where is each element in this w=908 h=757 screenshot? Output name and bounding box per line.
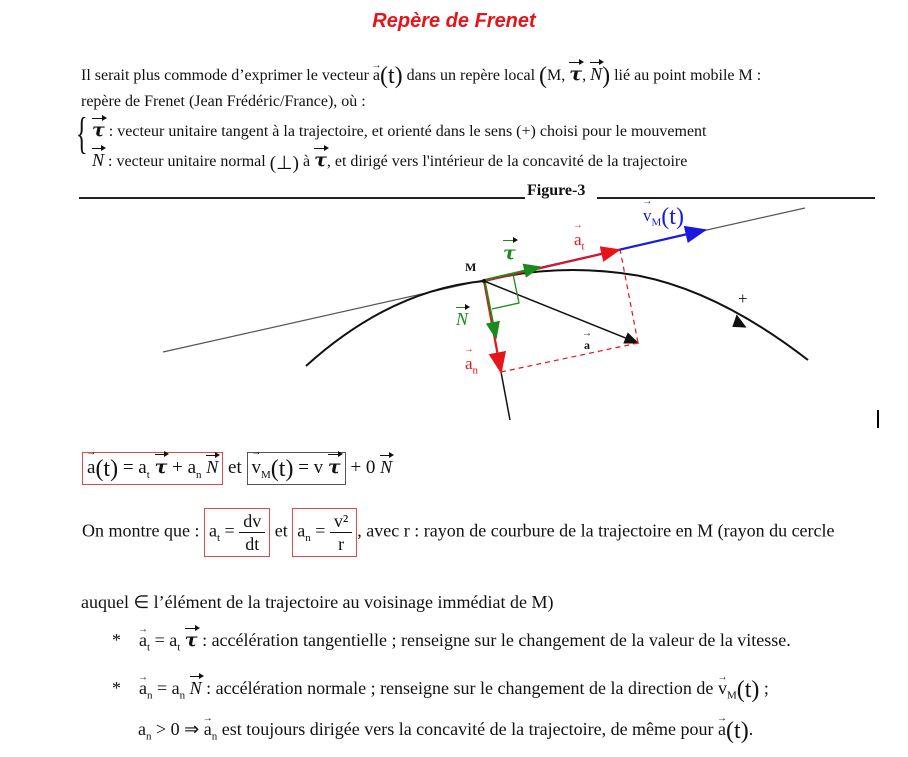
label-v-arg: (t) — [661, 204, 684, 230]
eq-text: = v — [293, 457, 328, 478]
eq-text: = — [310, 520, 330, 541]
normal-vector: N — [189, 678, 202, 698]
normal-vector: N — [590, 64, 603, 84]
eq-text: On montre que : — [82, 520, 204, 541]
eq-sub: n — [305, 532, 311, 545]
brace-icon: { — [76, 109, 88, 158]
fraction-v2-r — [330, 510, 352, 555]
label-M: M — [465, 260, 477, 274]
numerator: dv — [239, 510, 265, 533]
eq-vec: → a — [139, 678, 147, 698]
label-at — [574, 230, 585, 252]
intro-line-2: repère de Frenet (Jean Frédéric/France), où : — [81, 93, 366, 110]
eq-text: a — [138, 719, 146, 739]
conclusion-text: est toujours dirigée vers la concavité de la trajectoire, de même pour — [217, 719, 719, 739]
normal-unit-vector — [485, 282, 496, 338]
eq-text: = — [220, 520, 240, 541]
eq-v: → v — [252, 457, 262, 479]
label-at-vec: → a — [574, 230, 582, 250]
eq-sub: M — [726, 689, 737, 702]
eq-a-arg: (t) — [726, 718, 749, 744]
tau-vector: τ — [327, 456, 341, 478]
projection-dashed-at — [620, 249, 638, 343]
bullet-normal — [112, 676, 769, 706]
tau-vector: τ — [569, 63, 583, 85]
normal-vector: N — [92, 150, 105, 170]
bullet-text: : accélération tangentielle ; renseigne sur le changement de la valeur de la vitesse. — [197, 630, 791, 650]
numerator: v² — [330, 510, 352, 533]
eq-sub: n — [211, 730, 218, 743]
eq-sub: t — [146, 468, 150, 481]
eq-sub: t — [177, 641, 181, 654]
eq-sub: n — [179, 689, 186, 702]
normal-acceleration-vector — [484, 281, 501, 372]
eq-text: = a — [150, 630, 178, 650]
text-cursor — [877, 410, 879, 428]
label-v: → v — [643, 206, 652, 226]
eq-text: = a — [152, 678, 180, 698]
auquel-line: auquel ∈ l’élément de la trajectoire au voisinage immédiat de M) — [81, 592, 554, 612]
eq-vec: → a — [204, 719, 212, 739]
vector-a: → a — [373, 66, 380, 86]
eq-text: a — [297, 520, 306, 541]
eq-text: > 0 ⇒ — [151, 719, 204, 739]
label-a — [584, 338, 590, 353]
label-vM — [643, 204, 684, 231]
denominator: dt — [245, 534, 260, 554]
label-an-sub: n — [472, 364, 479, 377]
vector-a-arg: (t) — [380, 63, 403, 89]
eq-text: + 0 — [350, 456, 381, 478]
trajectory-curve — [306, 270, 808, 366]
direction-arrow-icon — [731, 314, 750, 333]
conclusion-line — [138, 719, 753, 747]
intro-text: lié au point mobile M : — [610, 67, 762, 84]
perp-symbol: (⊥) — [269, 153, 299, 174]
tau-vector: τ — [92, 119, 105, 141]
eq-text: , avec r : rayon de courbure de la trajectoire en M (rayon du cercle — [357, 520, 835, 541]
eq-vec: → a — [139, 630, 147, 650]
bullet-text: : accélération normale ; renseigne sur le changement de la direction de — [201, 678, 718, 698]
label-an — [465, 354, 478, 376]
denominator: r — [338, 534, 345, 554]
normal-def-text: à — [298, 153, 315, 170]
an-formula-box — [292, 508, 357, 557]
label-N: N — [456, 309, 469, 329]
tau-vector: τ — [184, 629, 198, 651]
tau-unit-vector — [484, 267, 540, 280]
eq-text: et — [228, 456, 242, 478]
eq-a: → a — [718, 719, 726, 739]
acceleration-decomposition-box — [82, 452, 223, 485]
intro-text: dans un repère local — [402, 67, 540, 84]
projection-dashed-an — [501, 343, 638, 372]
label-at-sub: t — [581, 240, 585, 253]
eq-sub: M — [261, 468, 271, 481]
label-a-vec: → a — [584, 338, 590, 353]
eq-v-arg: (t) — [270, 456, 294, 482]
tau-vector: τ — [154, 456, 168, 478]
label-an-vec: → a — [465, 354, 473, 374]
normal-vector: N — [206, 457, 219, 477]
label-plus: + — [738, 289, 748, 308]
page-title: Repère de Frenet — [372, 10, 536, 32]
normal-vector: N — [380, 456, 393, 477]
intro-text: Il serait plus commode d’exprimer le vecteur — [81, 67, 373, 84]
acceleration-vector — [484, 281, 638, 343]
normal-def-text: , et dirigé vers l'intérieur de la concavité de la trajectoire — [326, 153, 688, 170]
normal-def-text: : vecteur unitaire normal — [104, 153, 270, 170]
eq-sub: n — [146, 730, 152, 743]
tau-definition-text: : vecteur unitaire tangent à la trajectoire, et orienté dans le sens (+) choisi pour le mouvement — [104, 123, 707, 140]
equation-row-1 — [82, 452, 392, 485]
equation-row-2 — [82, 508, 835, 557]
frame-origin: M, — [547, 67, 570, 84]
velocity-box — [247, 452, 346, 485]
eq-v: → v — [718, 678, 727, 698]
eq-text: = a — [118, 457, 147, 478]
bullet-marker: * — [112, 630, 121, 650]
eq-text: a — [208, 520, 217, 541]
eq-sub: t — [147, 641, 151, 654]
label-tau: τ — [503, 242, 516, 264]
label-v-sub: M — [651, 216, 662, 229]
fraction-dv-dt — [239, 510, 265, 555]
point-M — [482, 279, 486, 283]
eq-sub: n — [196, 468, 202, 481]
figure-caption: Figure-3 — [527, 182, 586, 199]
eq-a-arg: (t) — [95, 456, 119, 482]
at-formula-box — [204, 508, 270, 557]
eq-sub: n — [147, 689, 153, 702]
eq-v-arg: (t) — [736, 677, 760, 703]
intro-line-1: Il serait plus commode d’exprimer le vecteur → a(t) dans un repère local (M, τ, N) lié au point mobile M : — [81, 62, 761, 86]
bullet-tangential — [112, 628, 791, 658]
bullet-marker: * — [112, 678, 121, 698]
eq-text: + a — [167, 457, 197, 478]
eq-text: . — [748, 719, 754, 739]
eq-text: ; — [759, 678, 769, 698]
tau-vector: τ — [314, 149, 327, 171]
eq-a: → a — [87, 457, 95, 479]
eq-text: et — [274, 520, 288, 541]
eq-sub: t — [216, 532, 221, 545]
